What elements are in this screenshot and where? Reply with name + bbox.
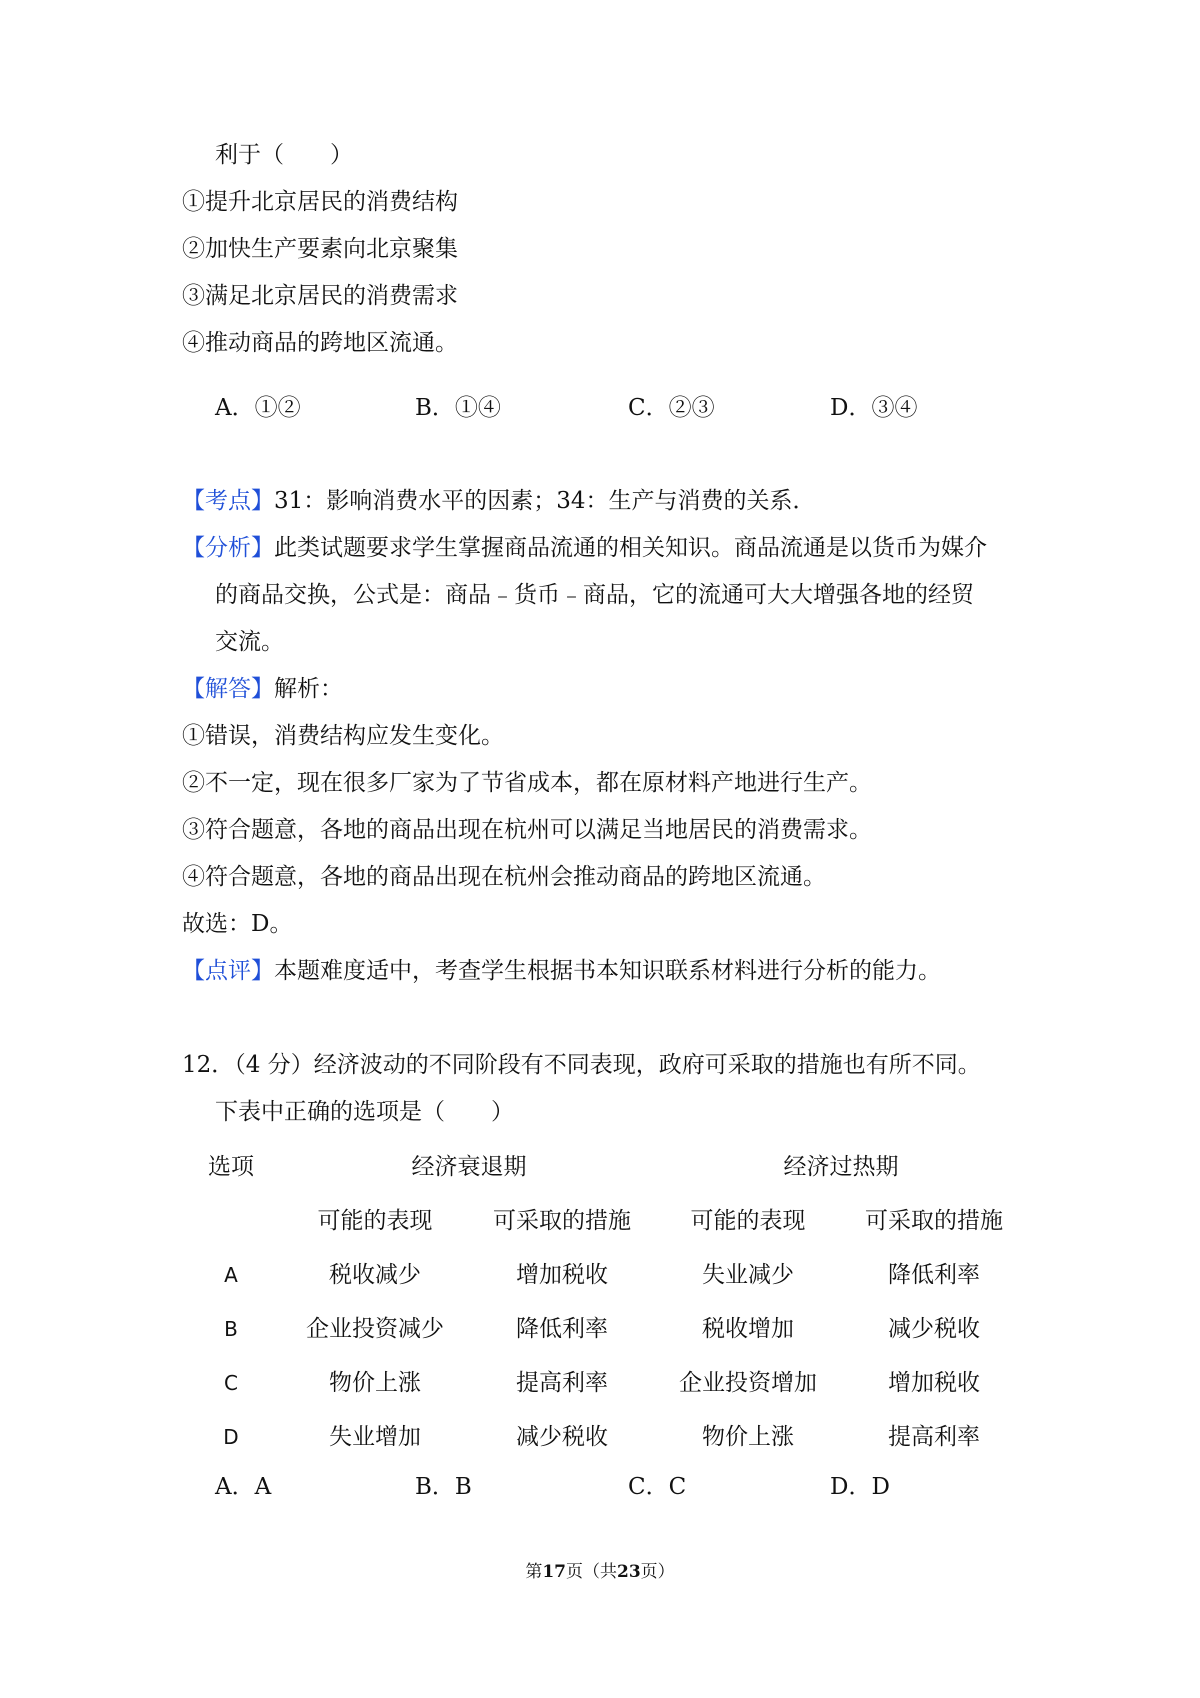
table-header-option: 选项	[208, 1154, 254, 1180]
q11-stem-tail: 利于（ ）	[215, 142, 353, 168]
footer-total-pages: 23	[617, 1562, 641, 1582]
jieda-tag: 【解答】	[182, 676, 274, 702]
jieda-item-4: ④符合题意，各地的商品出现在杭州会推动商品的跨地区流通。	[182, 864, 826, 890]
table-row-label: A	[224, 1263, 238, 1287]
table-row-label: B	[224, 1317, 238, 1341]
jieda-item-1: ①错误，消费结构应发生变化。	[182, 723, 504, 749]
table-cell: 增加税收	[888, 1370, 980, 1396]
dianping-tag: 【点评】	[182, 958, 274, 984]
jieda-item-3: ③符合题意，各地的商品出现在杭州可以满足当地居民的消费需求。	[182, 817, 872, 843]
kaodian-text: 31：影响消费水平的因素；34：生产与消费的关系．	[274, 488, 816, 514]
table-header-overheat: 经济过热期	[783, 1154, 899, 1180]
dianping-text: 本题难度适中，考查学生根据书本知识联系材料进行分析的能力。	[274, 958, 941, 984]
table-cell: 失业减少	[702, 1262, 794, 1288]
fenxi-line-3: 交流。	[215, 629, 284, 655]
footer-prefix: 第	[525, 1562, 543, 1582]
q12-option-b: B．B	[415, 1474, 472, 1500]
jieda-text: 解析：	[274, 676, 343, 702]
table-cell: 物价上涨	[702, 1424, 794, 1450]
table-cell: 提高利率	[516, 1370, 608, 1396]
table-subheader: 可采取的措施	[493, 1208, 631, 1234]
table-cell: 失业增加	[329, 1424, 421, 1450]
table-subheader: 可能的表现	[690, 1208, 806, 1234]
table-subheader: 可采取的措施	[865, 1208, 1003, 1234]
table-cell: 企业投资增加	[679, 1370, 817, 1396]
table-cell: 降低利率	[516, 1316, 608, 1342]
q12-option-a: A．A	[215, 1474, 272, 1500]
footer-middle: 页（共	[566, 1562, 617, 1582]
table-row-label: C	[224, 1371, 238, 1395]
table-cell: 提高利率	[888, 1424, 980, 1450]
jieda-line	[182, 674, 343, 704]
q11-option-b: B．①④	[415, 395, 501, 421]
kaodian-line	[182, 486, 816, 516]
fenxi-line-2: 的商品交换，公式是：商品﹣货币﹣商品，它的流通可大大增强各地的经贸	[215, 582, 974, 608]
table-cell: 税收减少	[329, 1262, 421, 1288]
table-cell: 物价上涨	[329, 1370, 421, 1396]
table-cell: 增加税收	[516, 1262, 608, 1288]
q11-item-2: ②加快生产要素向北京聚集	[182, 236, 458, 262]
table-row-label: D	[223, 1425, 239, 1449]
table-cell: 税收增加	[702, 1316, 794, 1342]
q11-option-a: A．①②	[215, 395, 301, 421]
footer-page-number: 17	[542, 1562, 566, 1582]
jieda-item-2: ②不一定，现在很多厂家为了节省成本，都在原材料产地进行生产。	[182, 770, 872, 796]
q11-item-4: ④推动商品的跨地区流通。	[182, 330, 458, 356]
table-cell: 减少税收	[888, 1316, 980, 1342]
fenxi-tag: 【分析】	[182, 535, 274, 561]
table-cell: 减少税收	[516, 1424, 608, 1450]
fenxi-line-1	[182, 533, 987, 563]
table-cell: 降低利率	[888, 1262, 980, 1288]
q11-option-c: C．②③	[628, 395, 715, 421]
table-subheader: 可能的表现	[317, 1208, 433, 1234]
table-cell: 企业投资减少	[306, 1316, 444, 1342]
q12-stem-line-1: 12．（4 分）经济波动的不同阶段有不同表现，政府可采取的措施也有所不同。	[182, 1052, 981, 1078]
q11-option-d: D．③④	[830, 395, 918, 421]
q11-item-3: ③满足北京居民的消费需求	[182, 283, 458, 309]
q12-option-c: C．C	[628, 1474, 687, 1500]
answer-line: 故选：D。	[182, 911, 293, 937]
table-header-recession: 经济衰退期	[411, 1154, 527, 1180]
kaodian-tag: 【考点】	[182, 488, 274, 514]
fenxi-text-1: 此类试题要求学生掌握商品流通的相关知识。商品流通是以货币为媒介	[274, 535, 987, 561]
q11-item-1: ①提升北京居民的消费结构	[182, 189, 458, 215]
dianping-line	[182, 956, 941, 986]
footer-suffix: 页）	[640, 1562, 675, 1582]
page-footer	[0, 1560, 1200, 1584]
q12-stem-line-2: 下表中正确的选项是（ ）	[215, 1099, 514, 1125]
q12-option-d: D．D	[830, 1474, 890, 1500]
